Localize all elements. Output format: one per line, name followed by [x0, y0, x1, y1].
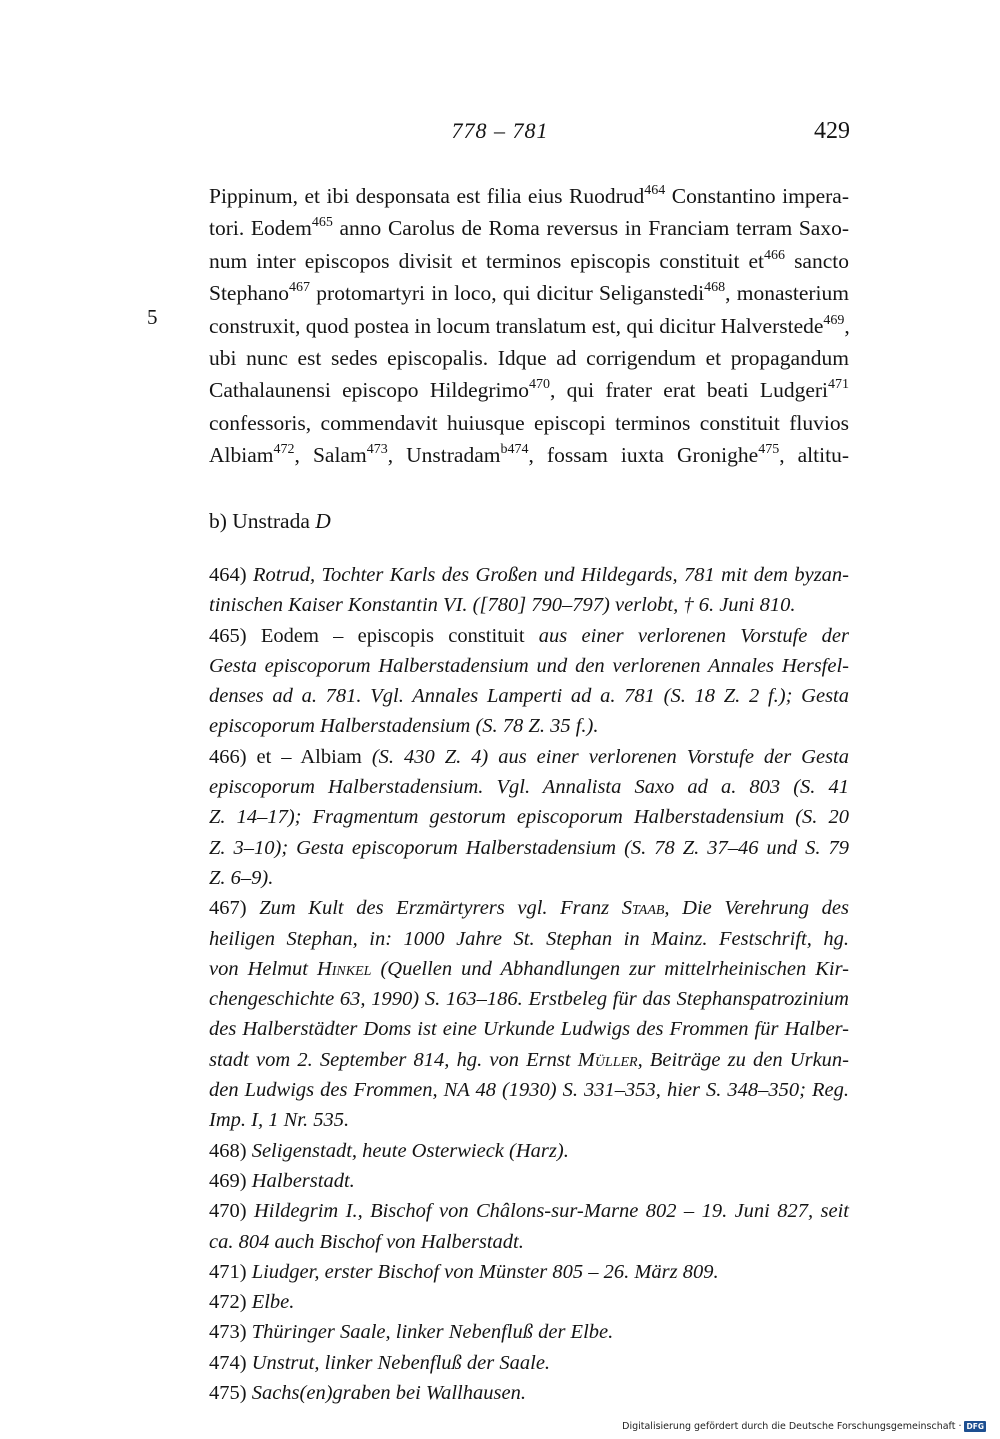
- footnote-470-cont: ca. 804 auch Bischof von Halberstadt.: [209, 1230, 524, 1253]
- running-header-title: 778 – 781: [451, 118, 549, 143]
- dfg-logo-icon: DFG: [966, 1422, 984, 1431]
- footnote-475: 475) Sachs(en)graben bei Wallhausen.: [209, 1382, 526, 1405]
- footnote-465-cont: episcoporum Halberstadensium (S. 78 Z. 35 f.).: [209, 715, 599, 738]
- footnote-467-cont: stadt vom 2. September 814, hg. von Ernst Müller, Beiträge zu den Urkun-: [209, 1048, 850, 1071]
- footnote-473: 473) Thüringer Saale, linker Nebenfluß der Elbe.: [209, 1321, 614, 1344]
- footnote-468: 468) Seligenstadt, heute Osterwieck (Harz).: [209, 1139, 569, 1162]
- variant-note: [209, 509, 331, 534]
- main-text: [209, 180, 849, 472]
- text-line: ubi nunc est sedes episcopalis. Idque ad corrigendum et propagandum: [209, 346, 849, 371]
- footnote-471: 471) Liudger, erster Bischof von Münster 805 – 26. März 809.: [209, 1260, 719, 1283]
- footnote-470: 470) Hildegrim I., Bischof von Châlons-sur-Marne 802 – 19. Juni 827, seit: [209, 1200, 849, 1223]
- page-number: 429: [814, 118, 850, 144]
- text-line: Pippinum, et ibi desponsata est filia eius Ruodrud$^{464}$ Constantino impera-: [209, 183, 849, 208]
- variant-note-text: b) Unstrada: [209, 509, 310, 533]
- text-line: Albiam$^{472}$, Salam$^{473}$, Unstradam$^{b474}$, fossam iuxta Gronighe$^{475}$, altitu-: [209, 442, 849, 468]
- footnote-466-cont: Z. 6–9).: [209, 866, 274, 889]
- footnote-465-cont: denses ad a. 781. Vgl. Annales Lamperti ad a. 781 (S. 18 Z. 2 f.); Gesta: [209, 685, 849, 708]
- footnote-467-cont: Imp. I, 1 Nr. 535.: [209, 1109, 350, 1132]
- footnote-465-cont: Gesta episcoporum Halberstadensium und den verlorenen Annales Hersfel-: [209, 654, 849, 677]
- footnote-467-cont: den Ludwigs des Frommen, NA 48 (1930) S. 331–353, hier S. 348–350; Reg.: [209, 1079, 849, 1102]
- footnote-467-cont: des Halberstädter Doms ist eine Urkunde Ludwigs des Frommen für Halber-: [209, 1018, 849, 1041]
- footnote-472: 472) Elbe.: [209, 1291, 295, 1314]
- footnote-466-cont: episcoporum Halberstadensium. Vgl. Annalista Saxo ad a. 803 (S. 41: [209, 776, 849, 799]
- line-number: 5: [147, 305, 158, 329]
- footnote-467-cont: chengeschichte 63, 1990) S. 163–186. Erstbeleg für das Stephanspatrozinium: [209, 988, 849, 1011]
- footnote-467-cont: heiligen Stephan, in: 1000 Jahre St. Stephan in Mainz. Festschrift, hg.: [209, 927, 849, 950]
- footnote-465: 465) Eodem – episcopis constituit aus einer verlorenen Vorstufe der: [209, 624, 849, 647]
- footnote-469: 469) Halberstadt.: [209, 1169, 355, 1192]
- text-line: num inter episcopos divisit et terminos episcopis constituit $et^{466}$ sancto: [209, 247, 849, 273]
- footnote-474: 474) Unstrut, linker Nebenfluß der Saale.: [209, 1351, 551, 1374]
- text-line: Stephano$^{467}$ protomartyri in loco, qui dicitur Seliganstedi$^{468}$, monasterium: [209, 280, 849, 306]
- footnote-464: 464) Rotrud, Tochter Karls des Großen und Hildegards, 781 mit dem byzan-: [209, 564, 849, 586]
- digitization-credit: [622, 1421, 986, 1432]
- footnote-464-cont: tinischen Kaiser Konstantin VI. ([780] 790–797) verlobt, † 6. Juni 810.: [209, 594, 796, 617]
- footnote-467: 467) Zum Kult des Erzmärtyrers vgl. Franz Staab, Die Verehrung des: [209, 897, 849, 920]
- footnote-466-cont: Z. 14–17); Fragmentum gestorum episcoporum Halberstadensium (S. 20: [209, 806, 849, 829]
- text-line: construxit, quod postea in locum translatum est, qui dicitur Halverstede$^{469}$,: [209, 312, 850, 338]
- text-line: Cathalaunensi episcopo Hildegrimo$^{470}$, qui frater erat beati Ludgeri$^{471}$: [209, 377, 849, 403]
- text-line: confessoris, commendavit huiusque episcopi terminos constituit fluvios: [209, 410, 849, 435]
- credit-text: Digitalisierung gefördert durch die Deutsche Forschungsgemeinschaft ·: [622, 1421, 962, 1432]
- footnote-466-cont: Z. 3–10); Gesta episcoporum Halberstadensium (S. 78 Z. 37–46 und S. 79: [209, 836, 849, 859]
- footnotes: [209, 560, 849, 1408]
- footnote-466: 466) et – Albiam (S. 430 Z. 4) aus einer verlorenen Vorstufe der Gesta: [209, 745, 849, 768]
- text-line: tori. Eodem$^{465}$ anno Carolus de Roma reversus in Franciam terram Saxo-: [209, 215, 849, 241]
- variant-note-siglum: D: [315, 509, 331, 533]
- footnote-467-cont: von Helmut Hinkel (Quellen und Abhandlungen zur mittelrheinischen Kir-: [209, 957, 850, 980]
